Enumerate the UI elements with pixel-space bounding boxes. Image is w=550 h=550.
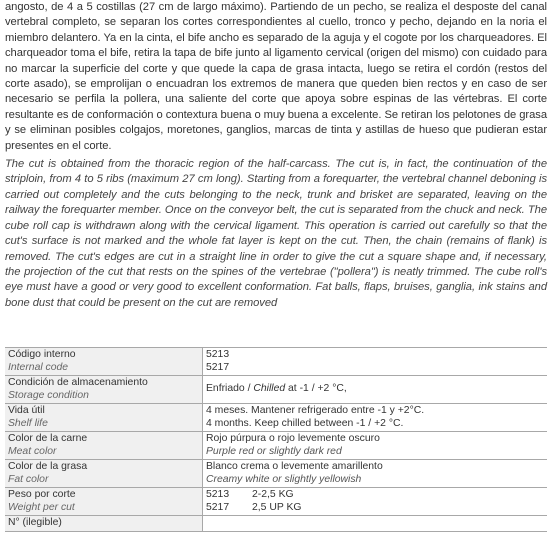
code-value-1: 5213 xyxy=(206,349,230,360)
storage-value-es: Enfriado / xyxy=(206,383,254,395)
value-cell xyxy=(203,432,548,460)
value-es: Rojo púrpura o rojo levemente oscuro xyxy=(206,433,380,444)
label-en: Fat color xyxy=(8,473,49,485)
label-cell xyxy=(5,488,203,516)
label-en: Weight per cut xyxy=(8,501,75,513)
code-value-2: 5217 xyxy=(206,361,230,373)
label-es: N° (ilegible) xyxy=(8,517,62,528)
label-en: Internal code xyxy=(8,361,69,373)
label-cell xyxy=(5,348,203,376)
weight-code-2: 5217 xyxy=(206,501,230,513)
label-cell xyxy=(5,376,203,404)
spanish-description: angosto, de 4 a 5 costillas (27 cm de largo máximo). Partiendo de un pecho, se realiza el desposte del canal vertebral completo, se separan los cortes correspondientes al cuello, tronco y pecho, dejando en la noria el miembro delantero. Ya en la cinta, el bife ancho es separado de la aguja y el cogote por los charqueadores. El charqueador toma el bife, retira la tapa de bife junto al ligamento cervical (origen del mismo) con cuidado para no marcar la superficie del corte y que quede la capa de grasa intacta, luego se retira el cordón (restos del corte asado), se emprolijan o encuadran los extremos de manera que queden bien rectos y en caso de ser necesario se perfila la pollera, una saliente del corte que apoya sobre espinas de las vértebras. El corte resultante es de conformación o contextura buena o muy buena a excelente. Se retiran los pelotones de grasa y se eliminan posibles colgajos, moretones, ganglios, marcas de tinta y astillas de hueso que pudieran estar presentes en el corte. xyxy=(5,1,547,152)
value-cell xyxy=(203,488,548,516)
label-en: Storage condition xyxy=(8,389,89,401)
label-en: Meat color xyxy=(8,445,57,457)
label-es: Color de la grasa xyxy=(8,461,88,472)
label-es: Peso por corte xyxy=(8,489,76,500)
label-es: Color de la carne xyxy=(8,433,88,444)
label-en: Shelf life xyxy=(8,417,48,429)
weight-range-2: 2,5 UP KG xyxy=(252,501,302,513)
storage-value-en: Chilled xyxy=(253,383,286,395)
label-es: Vida útil xyxy=(8,405,45,416)
value-en: 4 months. Keep chilled between -1 / +2 °C. xyxy=(206,417,404,429)
weight-code-1: 5213 xyxy=(206,489,230,500)
value-cell xyxy=(203,376,548,404)
table-row-shelf-life xyxy=(5,404,547,432)
value-es: 4 meses. Mantener refrigerado entre -1 y +2°C. xyxy=(206,405,425,416)
value-en: Purple red or slightly dark red xyxy=(206,445,342,457)
label-es: Código interno xyxy=(8,349,76,360)
value-en: Creamy white or slightly yellowish xyxy=(206,473,362,485)
value-cell xyxy=(203,460,548,488)
table-row-weight xyxy=(5,488,547,516)
english-description: The cut is obtained from the thoracic region of the half-carcass. The cut is, in fact, the continuation of the striploin, from 4 to 5 ribs (maximum 27 cm long). Starting from a forequarter, the vertebral channel deboning is carried out completely and the cuts belonging to the neck, trunk and brisket are separated, leaving on the railway the forequarter member. Once on the conveyor belt, the cut is separated from the chuck and neck. The cube roll cap is withdrawn along with the cervical ligament. This operation is carried out carefully so that the cut's surface is not marked and the whole fat layer is kept on the cut. Then, the chain (remains of flank) is removed. The cut's edges are cut in a straight line in order to give the cut a square shape and, if necessary, the projection of the cut that rests on the spines of the vertebrae ("pollera") is neatly trimmed. The cube roll's eye must have a good or very good to excellent conformation. Fat balls, flaps, bruises, ganglia, ink stains and bone dust that could be present on the cut are removed xyxy=(5,158,547,309)
value-es: Blanco crema o levemente amarillento xyxy=(206,461,383,472)
table-row-internal-code xyxy=(5,348,547,376)
label-cell xyxy=(5,516,203,532)
value-cell xyxy=(203,516,548,532)
value-cell xyxy=(203,348,548,376)
table-row-meat-color xyxy=(5,432,547,460)
weight-line-2 xyxy=(206,502,543,515)
label-cell xyxy=(5,404,203,432)
document-body xyxy=(5,0,547,311)
table-row-fat-color xyxy=(5,460,547,488)
value-cell xyxy=(203,404,548,432)
specifications-table xyxy=(5,347,547,532)
storage-value-suffix: at -1 / +2 °C, xyxy=(285,383,347,395)
weight-line-1 xyxy=(206,489,543,502)
label-cell xyxy=(5,432,203,460)
weight-range-1: 2-2,5 KG xyxy=(252,489,294,500)
table-row-storage xyxy=(5,376,547,404)
label-es: Condición de almacenamiento xyxy=(8,377,148,388)
table-row-partial xyxy=(5,516,547,532)
label-cell xyxy=(5,460,203,488)
